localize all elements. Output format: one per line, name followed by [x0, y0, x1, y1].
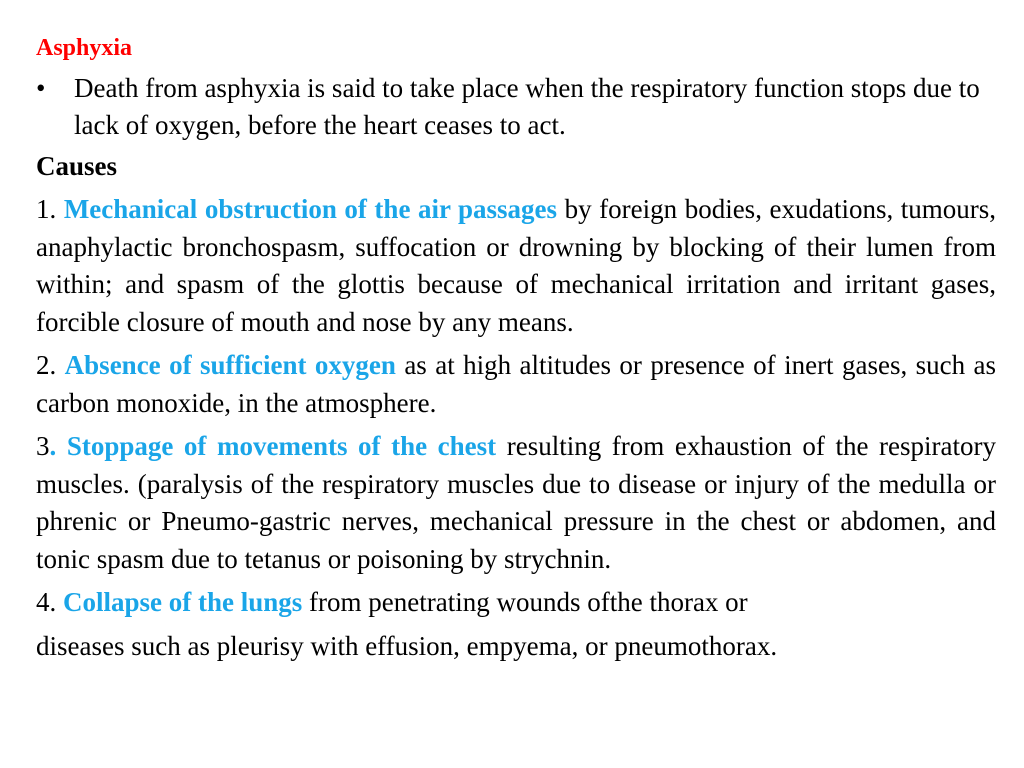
- cause-item-1: [36, 191, 996, 341]
- cause-4-continuation: diseases such as pleurisy with effusion, empyema, or pneumothorax.: [36, 630, 778, 661]
- cause-title: Collapse of the lungs: [63, 587, 303, 617]
- cause-number: 3: [36, 431, 50, 461]
- cause-body: from penetrating wounds ofthe thorax or: [309, 587, 748, 617]
- cause-number-dot: .: [49, 431, 57, 461]
- cause-title: Absence of sufficient oxygen: [64, 350, 396, 380]
- cause-title: Stoppage of movements of the chest: [66, 431, 497, 461]
- slide-title: Asphyxia: [36, 35, 133, 61]
- bullet-icon: •: [36, 73, 46, 103]
- cause-item-2: [36, 347, 996, 422]
- cause-body: as at high altitudes or presence of inert gases, such as carbon monoxide, in the atmosphere.: [36, 350, 997, 418]
- cause-body: resulting from exhaustion of the respiratory muscles. (paralysis of the respiratory muscles due to disease or injury of the medulla or phrenic or Pneumo-gastric nerves, mechanical pressure in the chest or abdomen, and tonic spasm due to tetanus or poisoning by strychnin.: [36, 431, 996, 574]
- cause-item-4: [36, 584, 996, 622]
- definition-text: Death from asphyxia is said to take place when the respiratory function stops due to lack of oxygen, before the heart ceases to act.: [74, 73, 980, 140]
- cause-title: Mechanical obstruction of the air passages: [63, 194, 558, 224]
- definition-bullet: [36, 70, 996, 144]
- cause-body: by foreign bodies, exudations, tumours, anaphylactic bronchospasm, suffocation or drowning by blocking of their lumen from within; and spasm of the glottis because of mechanical irritation and irritant gases, forcible closure of mouth and nose by any means.: [36, 194, 997, 337]
- cause-item-3: [36, 428, 996, 578]
- cause-number: 1.: [36, 194, 57, 224]
- causes-heading: Causes: [36, 151, 118, 181]
- slide-content: [36, 30, 996, 665]
- cause-number: 4.: [36, 587, 57, 617]
- cause-number: 2.: [36, 350, 57, 380]
